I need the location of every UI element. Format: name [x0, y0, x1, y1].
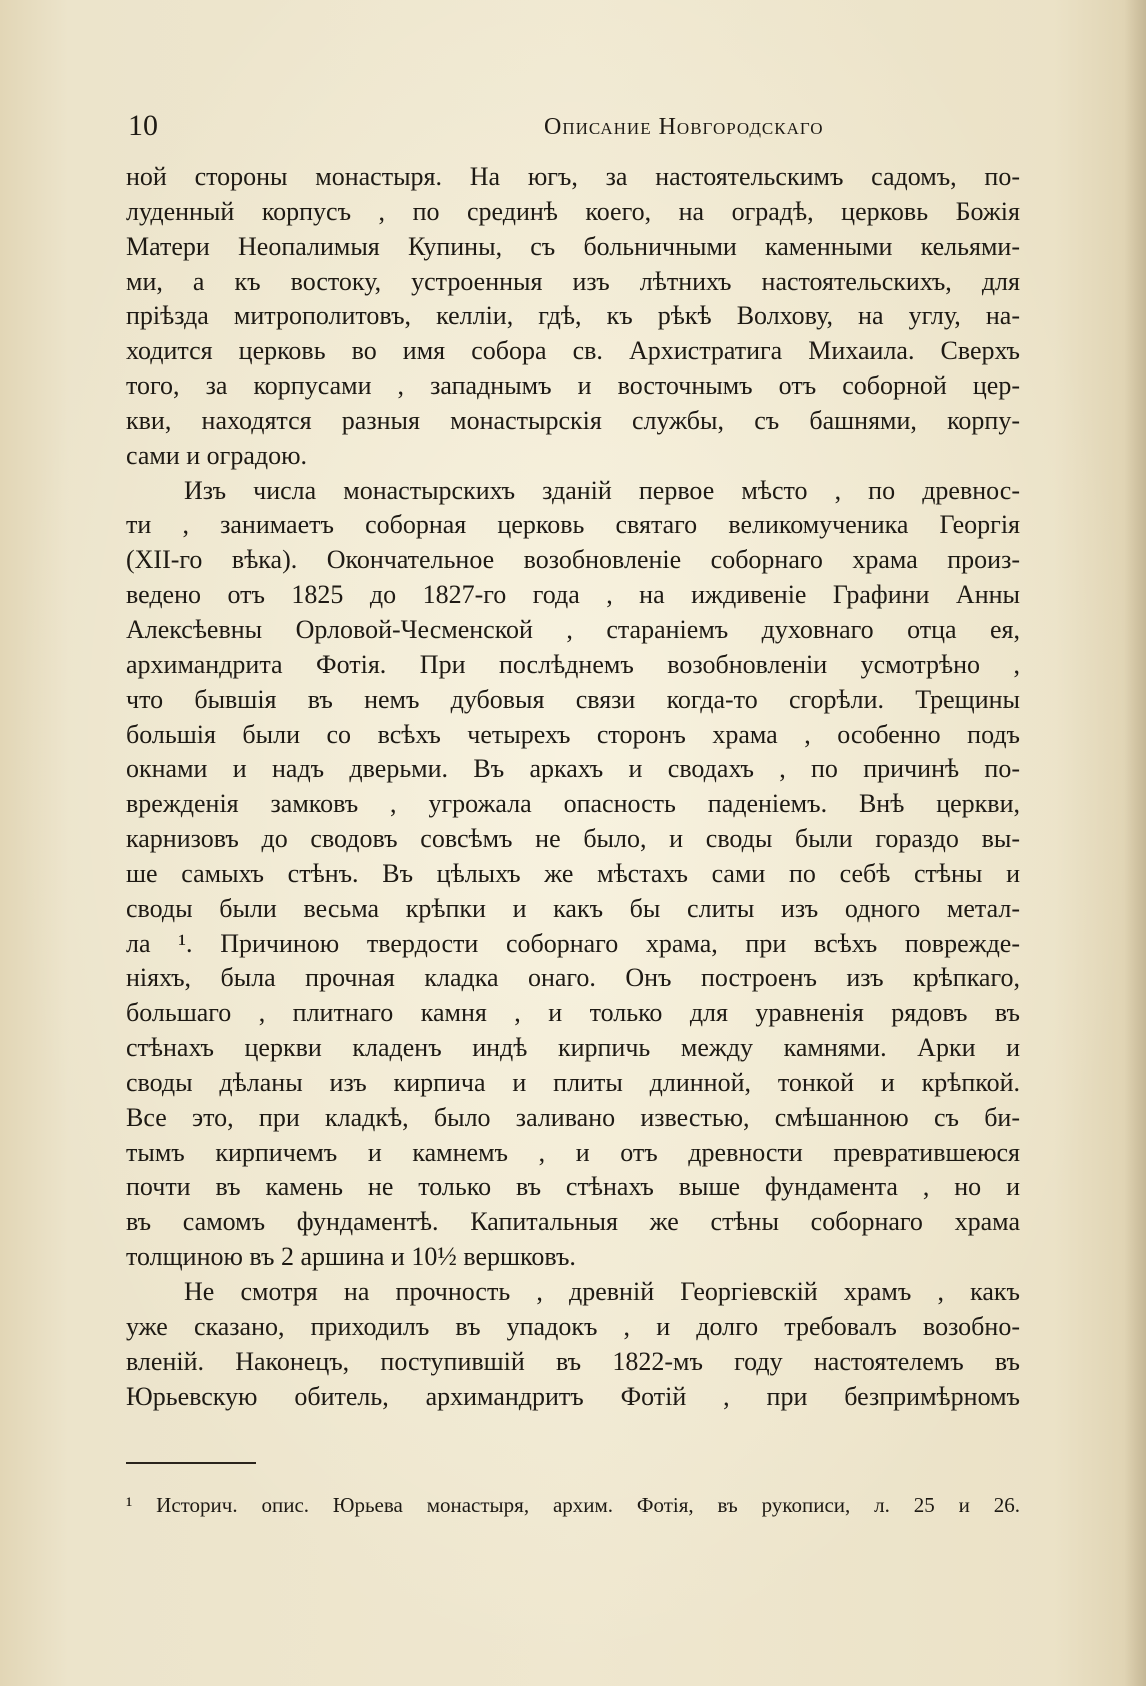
text-line: ной стороны монастыря. На югъ, за настоятельскимъ садомъ, по-	[126, 162, 1020, 191]
footnote: ¹ Историч. опис. Юрьева монастыря, архим. Фотія, въ рукописи, л. 25 и 26.	[126, 1493, 1020, 1517]
text-line: того, за корпусами , западнымъ и восточнымъ отъ соборной цер-	[126, 371, 1020, 401]
text-line: вленій. Наконецъ, поступившій въ 1822-мъ году настоятелемъ въ	[126, 1346, 1020, 1376]
text-line: уже сказано, приходилъ въ упадокъ , и долго требовалъ возобно-	[126, 1311, 1020, 1341]
running-title: Описание Новгородскаго	[544, 114, 824, 140]
text-line: стѣнахъ церкви кладенъ индѣ кирпичь между камнями. Арки и	[126, 1033, 1020, 1063]
paragraph-last-line: толщиною въ 2 аршина и 10½ вершковъ.	[126, 1242, 576, 1272]
text-line: (XII-го вѣка). Окончательное возобновленіе соборнаго храма произ-	[126, 545, 1020, 575]
text-line: своды были весьма крѣпки и какъ бы слиты изъ одного метал-	[126, 893, 1020, 923]
text-line: ше самыхъ стѣнъ. Въ цѣлыхъ же мѣстахъ сами по себѣ стѣны и	[126, 858, 1020, 888]
page-header	[128, 108, 1020, 148]
text-line: почти въ камень не только въ стѣнахъ выше фундамента , но и	[126, 1172, 1020, 1202]
text-line: карнизовъ до сводовъ совсѣмъ не было, и своды были гораздо вы-	[126, 824, 1020, 854]
text-line: что бывшія въ немъ дубовыя связи когда-то сгорѣли. Трещины	[126, 684, 1020, 714]
text-line: окнами и надъ дверьми. Въ аркахъ и сводахъ , по причинѣ по-	[126, 754, 1020, 784]
text-line: луденный корпусъ , по срединѣ коего, на оградѣ, церковь Божія	[126, 196, 1020, 226]
paragraph-first-line: Не смотря на прочность , древній Георгіевскій храмъ , какъ	[184, 1277, 1020, 1306]
text-line: кви, находятся разныя монастырскія службы, съ башнями, корпу-	[126, 405, 1020, 435]
footnote-divider	[126, 1462, 256, 1464]
paragraph-first-line: Изъ числа монастырскихъ зданій первое мѣсто , по древнос-	[184, 475, 1020, 505]
text-line: Алексѣевны Орловой-Чесменской , стараніемъ духовнаго отца ея,	[126, 614, 1020, 644]
body-text	[126, 160, 1020, 1414]
text-line: своды дѣланы изъ кирпича и плиты длинной, тонкой и крѣпкой.	[126, 1067, 1020, 1097]
text-line: пріѣзда митрополитовъ, келліи, гдѣ, къ рѣкѣ Волхову, на углу, на-	[126, 301, 1020, 331]
text-line: ти , занимаетъ соборная церковь святаго великомученика Георгія	[126, 510, 1020, 540]
text-line: ла ¹. Причиною твердости соборнаго храма, при всѣхъ поврежде-	[126, 928, 1020, 958]
text-line: ніяхъ, была прочная кладка онаго. Онъ построенъ изъ крѣпкаго,	[126, 963, 1020, 993]
text-line: большія были со всѣхъ четырехъ сторонъ храма , особенно подъ	[126, 719, 1020, 749]
text-line: въ самомъ фундаментѣ. Капитальныя же стѣны соборнаго храма	[126, 1207, 1020, 1237]
text-line: тымъ кирпичемъ и камнемъ , и отъ древности превратившеюся	[126, 1137, 1020, 1167]
text-line: Матери Неопалимыя Купины, съ больничными каменными кельями-	[126, 231, 1020, 261]
text-line: врежденія замковъ , угрожала опасность паденіемъ. Внѣ церкви,	[126, 789, 1020, 819]
page-number: 10	[128, 109, 158, 142]
paragraph-last-line: сами и оградою.	[126, 440, 308, 470]
text-line: архимандрита Фотія. При послѣднемъ возобновленіи усмотрѣно ,	[126, 649, 1020, 679]
text-line: Все это, при кладкѣ, было заливано известью, смѣшанною съ би-	[126, 1102, 1020, 1132]
text-line: Юрьевскую обитель, архимандритъ Фотій , при безпримѣрномъ	[126, 1381, 1020, 1411]
text-line: большаго , плитнаго камня , и только для уравненія рядовъ въ	[126, 998, 1020, 1028]
text-line: ми, а къ востоку, устроенныя изъ лѣтнихъ настоятельскихъ, для	[126, 266, 1020, 296]
text-line: ходится церковь во имя собора св. Архистратига Михаила. Сверхъ	[126, 336, 1020, 366]
text-line: ведено отъ 1825 до 1827-го года , на иждивеніе Графини Анны	[126, 580, 1020, 610]
page-edge-shadow	[1124, 0, 1146, 1686]
